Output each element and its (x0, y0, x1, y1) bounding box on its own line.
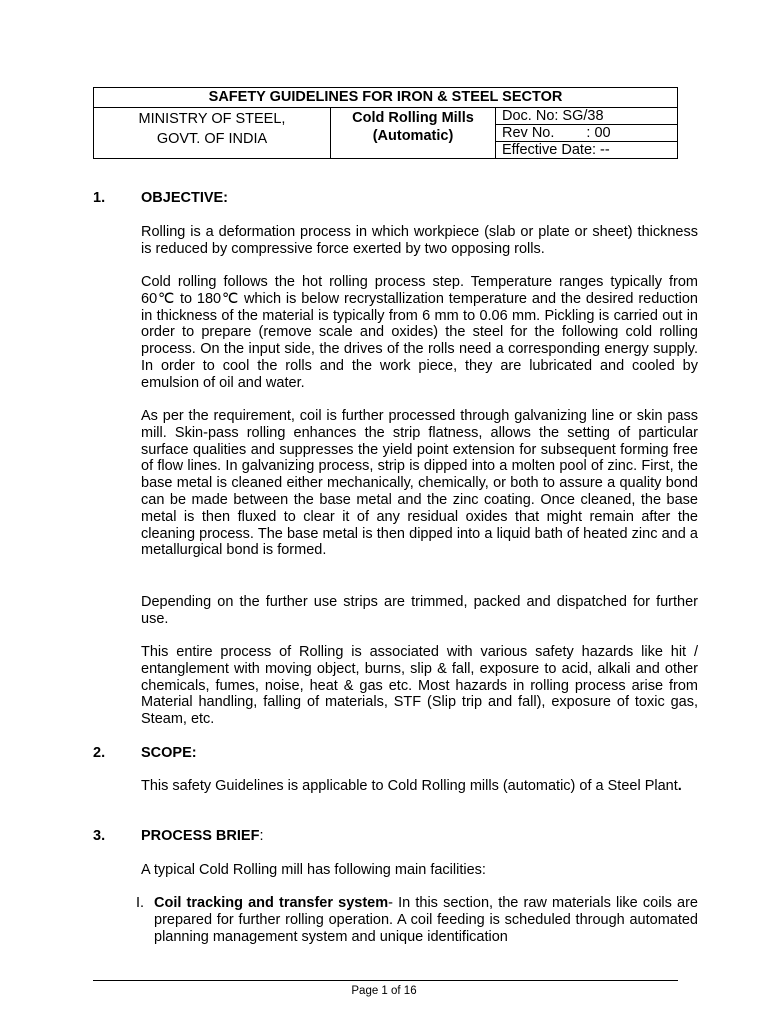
objective-paragraph-4: Depending on the further use strips are trimmed, packed and dispatched for further use. (141, 594, 698, 627)
document-subject (331, 108, 496, 159)
document-header-table (93, 87, 678, 159)
footer-divider (93, 980, 678, 981)
header-title: SAFETY GUIDELINES FOR IRON & STEEL SECTOR (94, 88, 678, 108)
document-control-info (496, 108, 678, 159)
section-title: PROCESS BRIEF (141, 828, 260, 844)
section-heading-process-brief (93, 828, 263, 845)
objective-paragraph-2: Cold rolling follows the hot rolling process step. Temperature ranges typically from 60℃ to 180℃ which is below recrystallization temperature and the desired reduction in thickness of the material is typically from 6 mm to 0.06 mm. Pickling is carried out in order to prepare (remove scale and oxides) the steel for the following cold rolling process. On the input side, the drives of the rolls need a corresponding energy supply. In order to cool the rolls and the work piece, they are lubricated and cooled by emulsion of oil and water. (141, 274, 698, 391)
objective-paragraph-1: Rolling is a deformation process in which workpiece (slab or plate or sheet) thickness is reduced by compressive force exerted by two opposing rolls. (141, 224, 698, 257)
section-number: 2. (93, 745, 106, 761)
process-intro: A typical Cold Rolling mill has following main facilities: (141, 862, 486, 878)
ministry-line-1: MINISTRY OF STEEL, (138, 111, 286, 127)
section-number: 1. (93, 190, 106, 206)
list-item-lead: Coil tracking and transfer system (154, 895, 389, 911)
section-heading-scope (93, 745, 197, 762)
section-title: OBJECTIVE: (141, 190, 229, 206)
revision-number (496, 124, 677, 141)
page-number: Page 1 of 16 (351, 985, 417, 997)
scope-paragraph (141, 778, 698, 795)
objective-paragraph-5: This entire process of Rolling is associated with various safety hazards like hit / entanglement with moving object, burns, slip & fall, exposure to acid, alkali and other chemicals, fumes, noise, heat & gas etc. Most hazards in rolling process arise from Material handling, falling of materials, STF (Slip trip and fall), exposure of toxic gas, Steam, etc. (141, 644, 698, 728)
subject-line-2: (Automatic) (372, 128, 454, 144)
section-number: 3. (93, 828, 106, 844)
effective-date: Effective Date: -- (496, 141, 677, 158)
doc-number: Doc. No: SG/38 (502, 108, 604, 124)
list-item (136, 895, 698, 945)
list-item-body: - In this section, the raw materials like coils are prepared for further rolling operation. A coil feeding is scheduled through automated planning management system and unique identification (154, 895, 698, 945)
list-item-text (154, 895, 698, 945)
list-marker: I. (136, 895, 145, 911)
section-title: SCOPE: (141, 745, 197, 761)
section-heading-objective (93, 190, 228, 207)
scope-end: . (677, 778, 682, 794)
scope-text: This safety Guidelines is applicable to Cold Rolling mills (automatic) of a Steel Plant (141, 778, 678, 794)
issuing-authority (94, 108, 331, 159)
section-title-colon: : (259, 828, 264, 844)
ministry-line-2: GOVT. OF INDIA (156, 131, 268, 147)
objective-paragraph-3: As per the requirement, coil is further processed through galvanizing line or skin pass mill. Skin-pass rolling enhances the strip flatness, allows the setting of particular surface qualities and suppresses the yield point extension for subsequent forming free of flow lines. In galvanizing process, strip is dipped into a molten pool of zinc. First, the base metal is cleaned either mechanically, chemically, or both to assure a quality bond can be made between the base metal and the zinc coating. Once cleaned, the base metal is then fluxed to clear it of any residual oxides that might remain after the cleaning process. The base metal is then dipped into a liquid bath of heated zinc and a metallurgical bond is formed. (141, 408, 698, 559)
revision-value: : 00 (586, 125, 611, 141)
revision-label: Rev No. (502, 125, 555, 141)
subject-line-1: Cold Rolling Mills (352, 110, 474, 126)
